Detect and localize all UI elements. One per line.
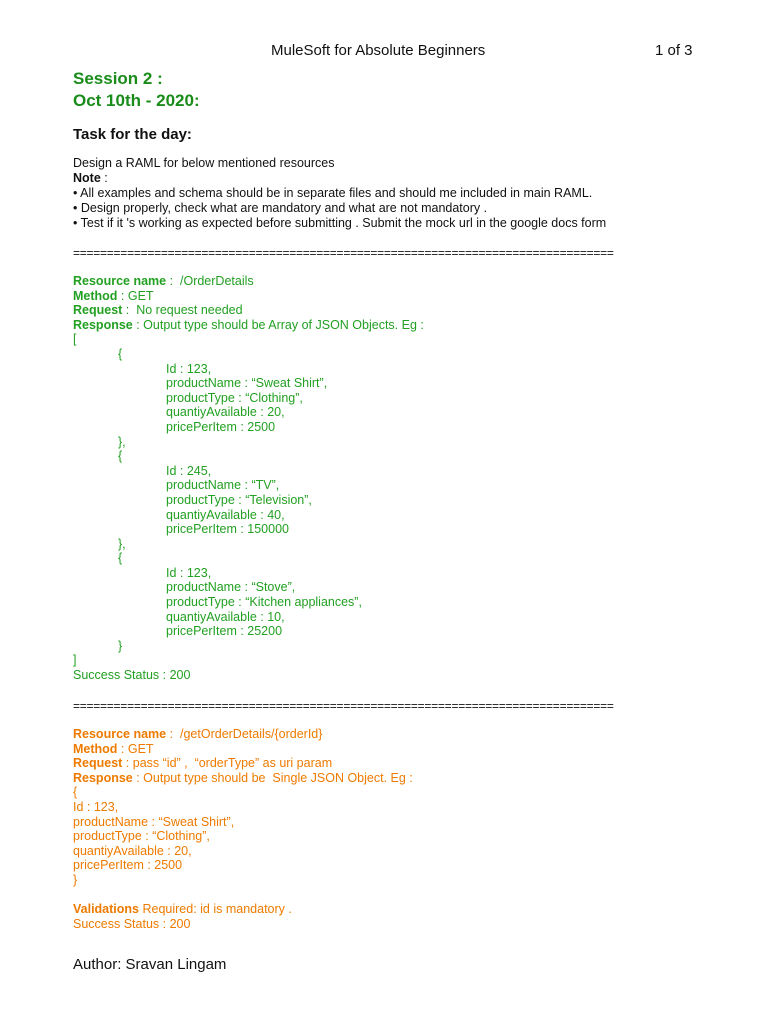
json-field: productName : “Sweat Shirt”, [166, 376, 328, 391]
request-line [73, 303, 424, 318]
json-field: productName : “Sweat Shirt”, [73, 814, 235, 829]
author-line: Author: Sravan Lingam [73, 956, 227, 973]
section-divider: ================================================================================ [73, 699, 614, 713]
response-line [73, 318, 424, 333]
array-open-bracket: [ [73, 332, 77, 347]
document-title: MuleSoft for Absolute Beginners [271, 42, 486, 59]
page-number: 1 of 3 [655, 42, 693, 59]
json-field: productName : “TV”, [166, 478, 280, 493]
resource-get-order-details [73, 727, 413, 931]
json-field: productType : “Clothing”, [166, 390, 303, 405]
json-field: Id : 123, [166, 361, 212, 376]
resource-name-line [73, 727, 413, 742]
resource-name-line [73, 274, 424, 289]
note-label: Note [73, 171, 101, 185]
request-line [73, 756, 413, 771]
validations-line [73, 902, 413, 917]
validations-label: Validations [73, 902, 139, 917]
json-field: quantiyAvailable : 10, [166, 609, 285, 624]
page-header [0, 42, 768, 62]
json-field: pricePerItem : 25200 [166, 624, 283, 639]
request-value: : pass “id” , “orderType” as uri param [122, 756, 333, 771]
resource-order-details [73, 274, 424, 683]
task-title: Task for the day: [73, 126, 192, 143]
note-bullet: • All examples and schema should be in separate files and should me included in main RAML. [73, 186, 593, 200]
object-close-brace: }, [118, 434, 126, 449]
design-instruction: Design a RAML for below mentioned resources [73, 156, 335, 170]
object-close-brace: } [118, 638, 123, 653]
method-value: : GET [117, 741, 154, 756]
json-field: productType : “Kitchen appliances”, [166, 595, 362, 610]
json-field: quantiyAvailable : 20, [73, 843, 192, 858]
resource-name-value: : /OrderDetails [166, 274, 254, 288]
json-field: pricePerItem : 2500 [166, 419, 276, 434]
json-field: Id : 123, [166, 565, 212, 580]
method-label: Method [73, 741, 118, 756]
json-field: pricePerItem : 150000 [166, 522, 289, 537]
session-date: Oct 10th - 2020: [73, 91, 200, 110]
session-heading [73, 68, 200, 112]
request-label: Request [73, 303, 123, 318]
note-bullet: • Test if it 's working as expected before submitting . Submit the mock url in the google docs form [73, 216, 607, 230]
method-label: Method [73, 288, 118, 303]
validations-value: Required: id is mandatory . [139, 902, 292, 917]
success-status: Success Status : 200 [73, 668, 191, 683]
json-field: pricePerItem : 2500 [73, 858, 183, 873]
json-field: quantiyAvailable : 20, [166, 405, 285, 420]
section-divider: ================================================================================ [73, 246, 614, 260]
blank-line [73, 888, 413, 903]
response-line [73, 771, 413, 786]
json-field: quantiyAvailable : 40, [166, 507, 285, 522]
task-intro [73, 156, 606, 231]
object-open-brace: { [73, 785, 78, 800]
note-line [73, 171, 606, 186]
json-field: productName : “Stove”, [166, 580, 296, 595]
response-label: Response [73, 770, 133, 785]
array-close-bracket: ] [73, 653, 77, 668]
json-field: productType : “Clothing”, [73, 829, 210, 844]
json-field: productType : “Television”, [166, 492, 312, 507]
response-value: : Output type should be Single JSON Object. Eg : [132, 770, 413, 785]
object-open-brace: { [118, 449, 123, 464]
object-close-brace: }, [118, 536, 126, 551]
response-value: : Output type should be Array of JSON Objects. Eg : [132, 317, 424, 332]
method-line [73, 289, 424, 304]
object-open-brace: { [118, 346, 123, 361]
resource-name-label: Resource name [73, 727, 167, 741]
note-bullet: • Design properly, check what are mandatory and what are not mandatory . [73, 201, 488, 215]
request-label: Request [73, 756, 123, 771]
response-label: Response [73, 317, 133, 332]
note-suffix: : [100, 171, 108, 185]
success-status: Success Status : 200 [73, 916, 191, 931]
method-line [73, 742, 413, 757]
object-close-brace: } [73, 872, 78, 887]
resource-name-value: : /getOrderDetails/{orderId} [166, 727, 323, 741]
json-field: Id : 245, [166, 463, 212, 478]
request-value: : No request needed [122, 303, 243, 318]
object-open-brace: { [118, 551, 123, 566]
method-value: : GET [117, 288, 154, 303]
json-field: Id : 123, [73, 799, 119, 814]
session-number: Session 2 : [73, 69, 163, 88]
resource-name-label: Resource name [73, 274, 167, 288]
